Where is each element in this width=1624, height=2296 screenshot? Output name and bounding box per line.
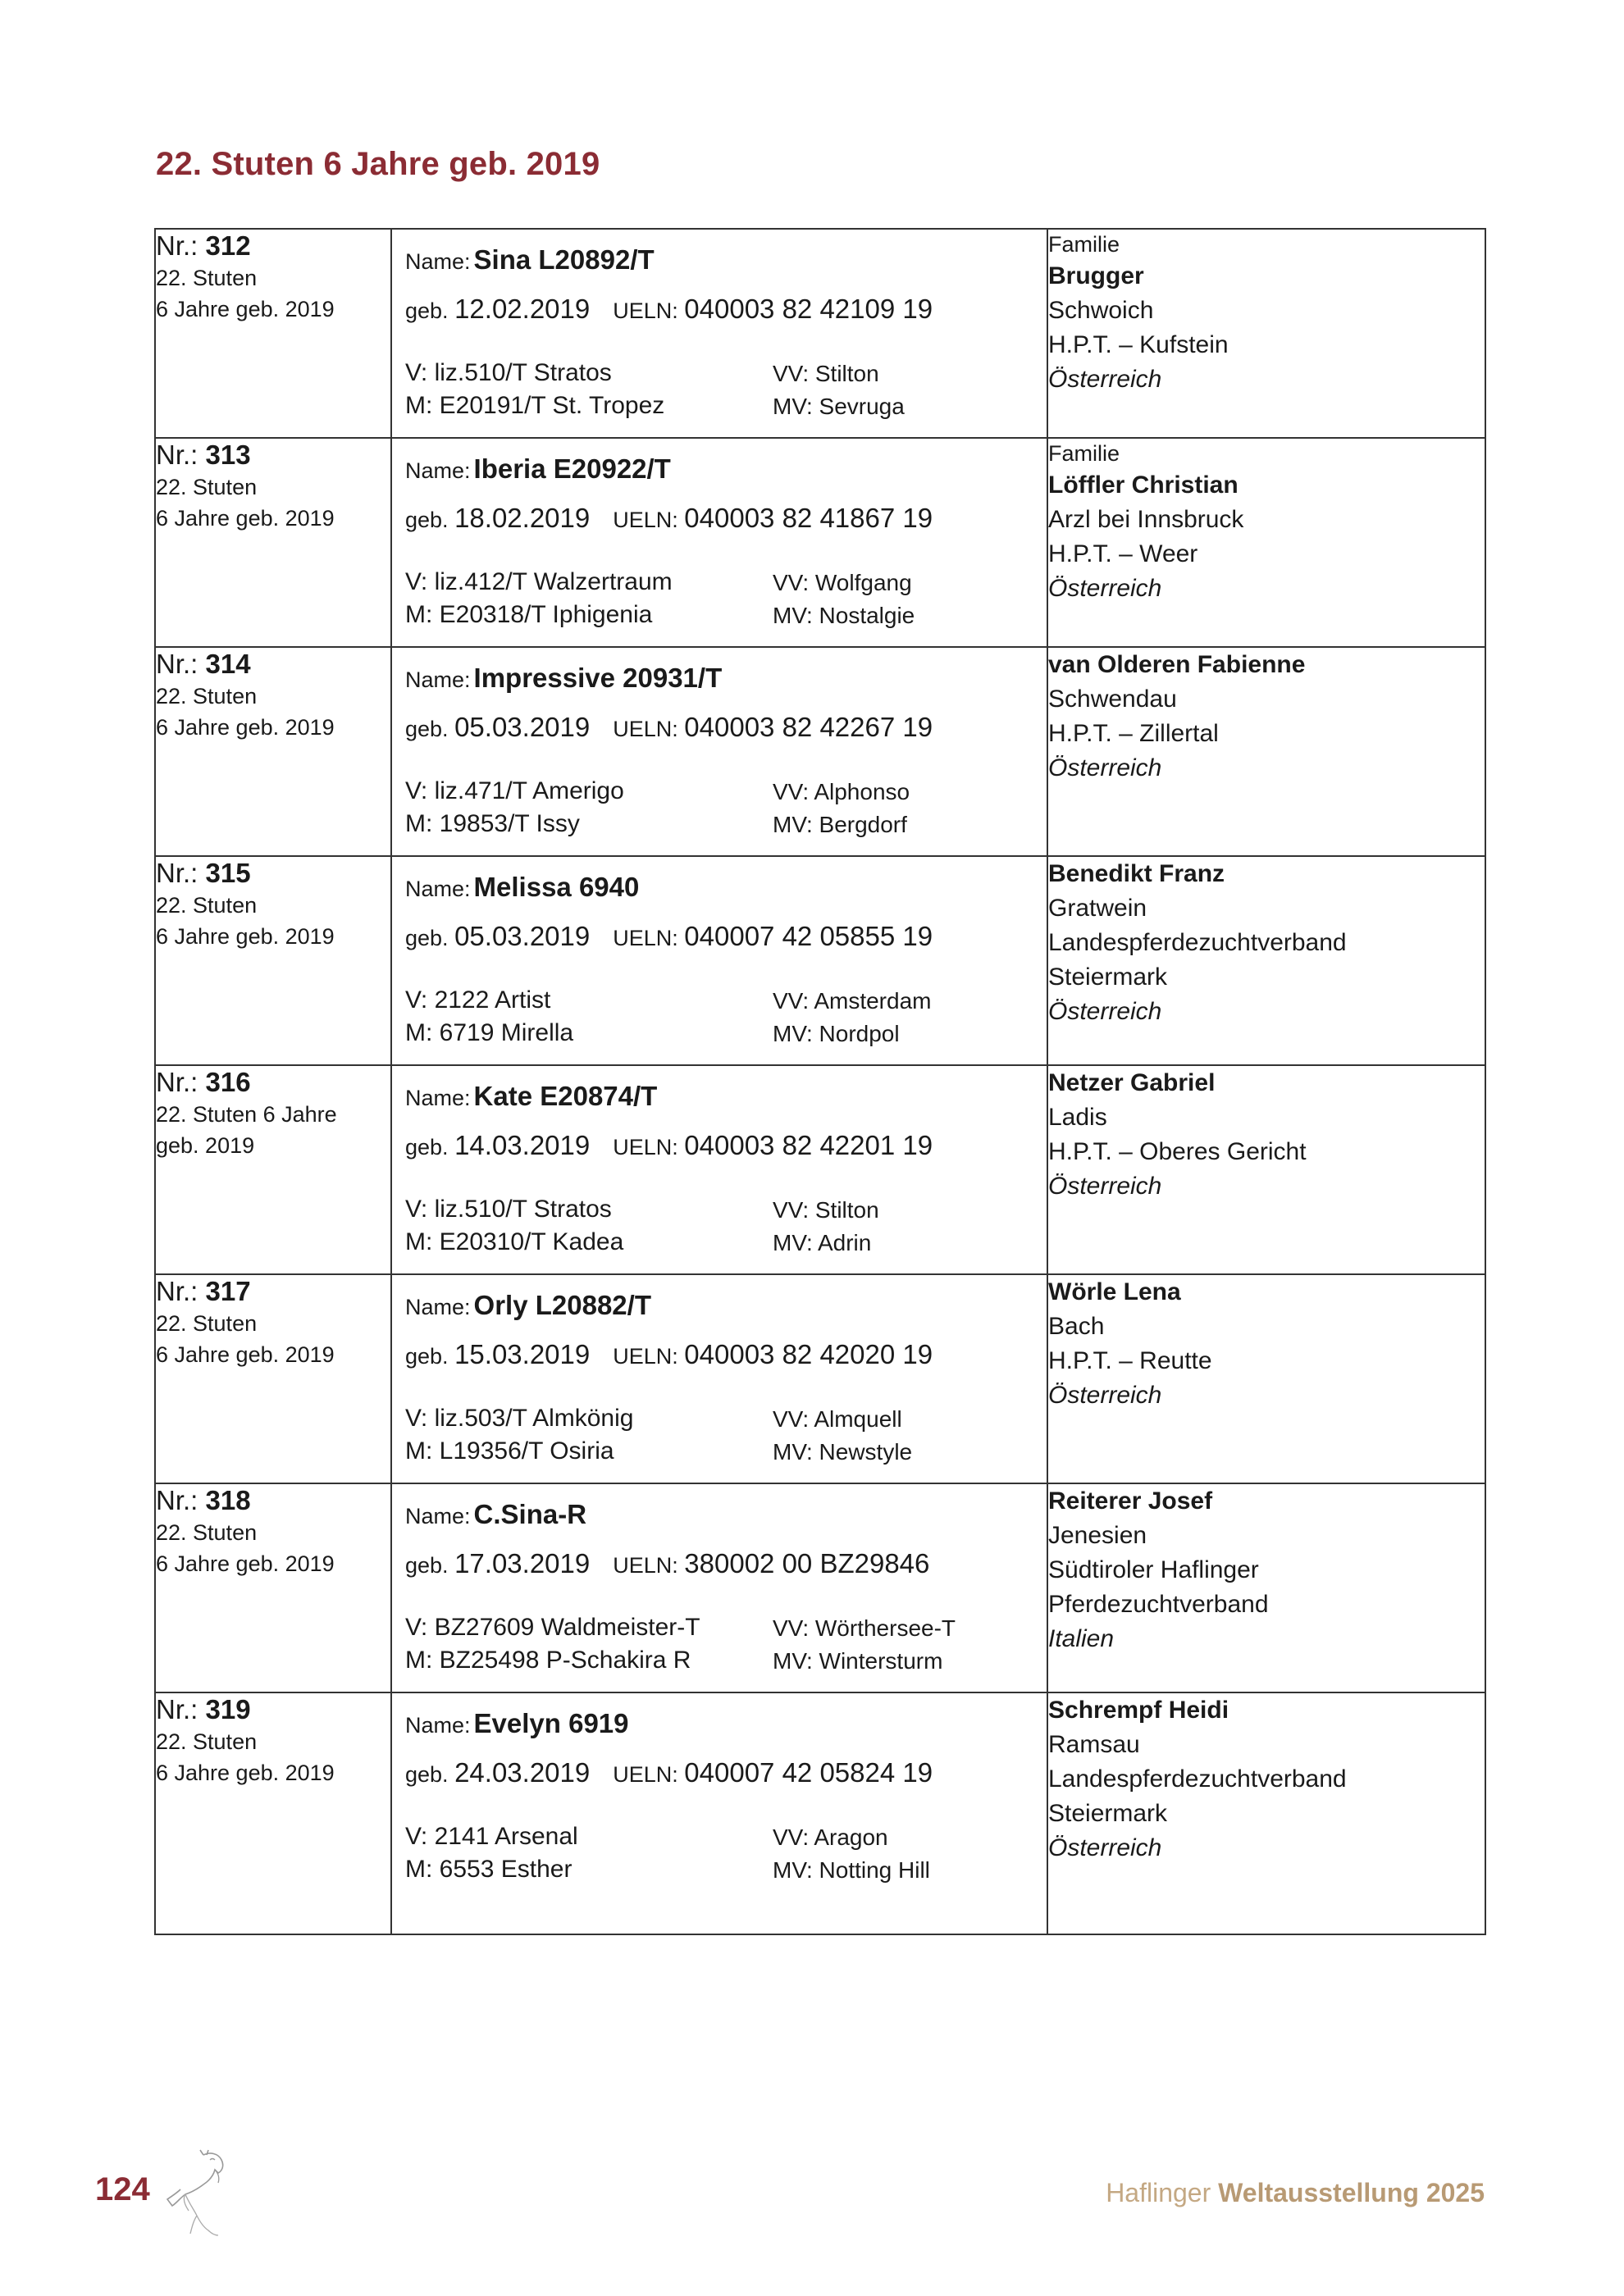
horse-logo-icon [161,2148,230,2239]
dam-sire: MV: Sevruga [773,394,905,419]
owner-cell [1047,1065,1485,1274]
ueln-label: UELN: [613,1553,678,1578]
category-line-1: 22. Stuten [156,266,258,290]
owner-line: Südtiroler Haflinger [1048,1556,1259,1583]
owner-line: Österreich [1048,366,1162,393]
pedigree [405,359,1037,425]
dam-sire: MV: Wintersturm [773,1648,943,1674]
nr-value: 315 [205,858,251,888]
dam: M: E20318/T Iphigenia [405,601,653,628]
birth-ueln-line [405,1548,929,1579]
sire-sire: VV: Stilton [773,361,879,386]
sire-sire: VV: Wörthersee-T [773,1615,956,1641]
entry-number [156,439,390,472]
name-label: Name: [405,249,471,274]
entry-number [156,1066,390,1099]
horse-name-line [405,872,639,903]
ueln-label: UELN: [613,1135,678,1159]
name-label: Name: [405,1086,471,1110]
horse-name: Orly L20882/T [473,1290,651,1320]
table-row [155,1274,1485,1483]
dam: M: 6553 Esther [405,1856,573,1883]
horse-name-line [405,1081,657,1112]
owner-line: Löffler Christian [1048,472,1239,499]
nr-value: 319 [205,1694,251,1724]
horse-name: Iberia E20922/T [473,453,671,484]
name-label: Name: [405,1295,471,1319]
dam-sire: MV: Nostalgie [773,603,915,628]
horse-info-cell [391,1692,1047,1934]
owner-line: Schwoich [1048,297,1154,324]
owner-line: Jenesien [1048,1522,1147,1549]
nr-value: 314 [205,649,251,679]
horse-name: Melissa 6940 [473,872,640,902]
pedigree [405,568,1037,634]
entry-number [156,1275,390,1308]
category-line-2: 6 Jahre geb. 2019 [156,1551,335,1576]
sire: V: liz.412/T Walzertraum [405,568,673,595]
owner-line: Landespferdezuchtverband [1048,1765,1347,1793]
sire: V: 2122 Artist [405,986,551,1014]
geb-label: geb. [405,298,449,323]
sire: V: 2141 Arsenal [405,1823,578,1850]
table-row [155,229,1485,438]
sire: V: BZ27609 Waldmeister-T [405,1614,700,1641]
sire: V: liz.510/T Stratos [405,1196,612,1223]
sire: V: liz.510/T Stratos [405,359,612,386]
sire-sire: VV: Amsterdam [773,988,932,1014]
ueln-value: 040003 82 42267 19 [684,712,933,742]
owner-line: Österreich [1048,998,1162,1025]
entry-number [156,230,390,262]
horse-name-line [405,453,671,485]
entry-number [156,1693,390,1726]
birth-date: 14.03.2019 [454,1130,591,1160]
entry-number-cell [155,438,391,647]
category-line-2: 6 Jahre geb. 2019 [156,297,335,321]
dam: M: L19356/T Osiria [405,1437,614,1465]
ueln-label: UELN: [613,1762,678,1787]
owner-cell [1047,229,1485,438]
entry-number-cell [155,856,391,1065]
sire-sire: VV: Stilton [773,1197,879,1223]
owner-line: Österreich [1048,1173,1162,1200]
owner-line: Gratwein [1048,895,1147,922]
birth-ueln-line [405,294,933,325]
owner-line: H.P.T. – Oberes Gericht [1048,1138,1307,1165]
category-line-1: 22. Stuten [156,1520,258,1545]
owner-line: H.P.T. – Weer [1048,540,1198,567]
owner-cell [1047,647,1485,856]
owner-line: Ramsau [1048,1731,1140,1758]
nr-value: 313 [205,440,251,470]
owner-line: Brugger [1048,262,1144,289]
owner-line: van Olderen Fabienne [1048,651,1306,678]
entry-number-cell [155,1065,391,1274]
owner-line: H.P.T. – Kufstein [1048,331,1229,358]
birth-date: 15.03.2019 [454,1339,591,1369]
nr-label: Nr.: [156,858,198,888]
category-line-1: 22. Stuten [156,475,258,499]
horse-name: Sina L20892/T [473,244,655,275]
category-line-1: 22. Stuten [156,893,258,918]
pedigree [405,1614,1037,1679]
horse-name-line [405,1499,586,1530]
nr-value: 312 [205,230,251,261]
owner-line: Schrempf Heidi [1048,1697,1229,1724]
pedigree [405,1405,1037,1470]
entry-number-cell [155,229,391,438]
name-label: Name: [405,667,471,692]
horse-name-line [405,663,722,694]
nr-label: Nr.: [156,1485,198,1515]
pedigree [405,986,1037,1052]
nr-value: 318 [205,1485,251,1515]
owner-line: Bach [1048,1313,1105,1340]
category-line-1: 22. Stuten [156,1729,258,1754]
geb-label: geb. [405,1553,449,1578]
owner-line: Netzer Gabriel [1048,1069,1216,1096]
ueln-label: UELN: [613,298,678,323]
geb-label: geb. [405,926,449,950]
horse-name-line [405,1708,629,1739]
entry-number-cell [155,1274,391,1483]
nr-label: Nr.: [156,230,198,261]
entry-number [156,648,390,681]
horse-name: C.Sina-R [473,1499,587,1529]
owner-line: Steiermark [1048,963,1168,991]
dam: M: 19853/T Issy [405,810,580,837]
horse-name-line [405,244,655,276]
birth-ueln-line [405,1757,933,1788]
birth-date: 18.02.2019 [454,503,591,533]
footer-brand-bold: Weltausstellung 2025 [1218,2178,1485,2207]
birth-ueln-line [405,921,933,952]
birth-ueln-line [405,712,933,743]
owner-line: Österreich [1048,1382,1162,1409]
dam: M: E20310/T Kadea [405,1228,624,1255]
dam: M: E20191/T St. Tropez [405,392,665,419]
geb-label: geb. [405,1344,449,1369]
owner-line: Österreich [1048,1834,1162,1861]
name-label: Name: [405,877,471,901]
horse-info-cell [391,438,1047,647]
table-row [155,438,1485,647]
entry-number-cell [155,1692,391,1934]
birth-date: 05.03.2019 [454,921,591,951]
owner-line: Ladis [1048,1104,1107,1131]
owner-cell [1047,438,1485,647]
owner-cell [1047,1692,1485,1934]
category-line-1: 22. Stuten 6 Jahre [156,1102,337,1127]
sire-sire: VV: Alphonso [773,779,910,804]
ueln-value: 040003 82 42020 19 [684,1339,933,1369]
birth-date: 12.02.2019 [454,294,591,324]
nr-label: Nr.: [156,440,198,470]
horse-name: Kate E20874/T [473,1081,658,1111]
nr-value: 316 [205,1067,251,1097]
owner-line: Österreich [1048,575,1162,602]
horse-info-cell [391,229,1047,438]
horse-info-cell [391,647,1047,856]
category-line-2: 6 Jahre geb. 2019 [156,506,335,531]
owner-line: Arzl bei Innsbruck [1048,506,1244,533]
owner-line: Österreich [1048,754,1162,781]
category-line-1: 22. Stuten [156,684,258,708]
horse-name: Impressive 20931/T [473,663,723,693]
nr-label: Nr.: [156,1694,198,1724]
pedigree [405,1196,1037,1261]
sire: V: liz.471/T Amerigo [405,777,624,804]
ueln-value: 040003 82 42109 19 [684,294,933,324]
category-line-1: 22. Stuten [156,1311,258,1336]
owner-line: Italien [1048,1625,1115,1652]
nr-label: Nr.: [156,1276,198,1306]
ueln-label: UELN: [613,926,678,950]
dam: M: BZ25498 P-Schakira R [405,1647,691,1674]
ueln-value: 040003 82 42201 19 [684,1130,933,1160]
name-label: Name: [405,458,471,483]
table-row [155,1065,1485,1274]
ueln-value: 380002 00 BZ29846 [684,1548,930,1578]
owner-line: Familie [1048,441,1120,466]
owner-line: Steiermark [1048,1800,1168,1827]
owner-cell [1047,1274,1485,1483]
name-label: Name: [405,1504,471,1528]
entry-number-cell [155,1483,391,1692]
horse-name: Evelyn 6919 [473,1708,629,1738]
horse-name-line [405,1290,651,1321]
horse-info-cell [391,856,1047,1065]
sire: V: liz.503/T Almkönig [405,1405,634,1432]
ueln-value: 040007 42 05824 19 [684,1757,933,1788]
page-title: 22. Stuten 6 Jahre geb. 2019 [156,146,600,182]
owner-line: Landespferdezuchtverband [1048,929,1347,956]
dam-sire: MV: Bergdorf [773,812,907,837]
owner-line: H.P.T. – Zillertal [1048,720,1219,747]
entries-table [154,228,1486,1935]
dam-sire: MV: Notting Hill [773,1857,930,1883]
geb-label: geb. [405,508,449,532]
ueln-label: UELN: [613,717,678,741]
ueln-label: UELN: [613,508,678,532]
owner-line: Schwendau [1048,686,1177,713]
birth-ueln-line [405,503,933,534]
dam-sire: MV: Adrin [773,1230,872,1255]
sire-sire: VV: Almquell [773,1406,902,1432]
footer-brand [1106,2178,1485,2208]
dam-sire: MV: Nordpol [773,1021,900,1046]
table-row [155,1692,1485,1934]
geb-label: geb. [405,1762,449,1787]
name-label: Name: [405,1713,471,1738]
horse-info-cell [391,1274,1047,1483]
ueln-value: 040007 42 05855 19 [684,921,933,951]
nr-value: 317 [205,1276,251,1306]
dam-sire: MV: Newstyle [773,1439,913,1465]
ueln-label: UELN: [613,1344,678,1369]
category-line-2: 6 Jahre geb. 2019 [156,1761,335,1785]
sire-sire: VV: Aragon [773,1824,888,1850]
entry-number [156,857,390,890]
nr-label: Nr.: [156,649,198,679]
pedigree [405,1823,1037,1888]
footer-brand-prefix: Haflinger [1106,2178,1211,2207]
owner-line: Wörle Lena [1048,1278,1181,1305]
owner-line: Reiterer Josef [1048,1487,1213,1515]
category-line-2: 6 Jahre geb. 2019 [156,924,335,949]
category-line-2: geb. 2019 [156,1133,255,1158]
entry-number-cell [155,647,391,856]
entry-number [156,1484,390,1517]
table-row [155,856,1485,1065]
birth-date: 17.03.2019 [454,1548,591,1578]
owner-line: H.P.T. – Reutte [1048,1347,1212,1374]
dam: M: 6719 Mirella [405,1019,574,1046]
birth-date: 05.03.2019 [454,712,591,742]
geb-label: geb. [405,717,449,741]
geb-label: geb. [405,1135,449,1159]
owner-line: Benedikt Franz [1048,860,1225,887]
horse-info-cell [391,1065,1047,1274]
category-line-2: 6 Jahre geb. 2019 [156,1342,335,1367]
table-row [155,647,1485,856]
owner-line: Familie [1048,232,1120,257]
horse-info-cell [391,1483,1047,1692]
page-number: 124 [95,2171,150,2207]
owner-cell [1047,1483,1485,1692]
birth-ueln-line [405,1130,933,1161]
birth-date: 24.03.2019 [454,1757,591,1788]
birth-ueln-line [405,1339,933,1370]
ueln-value: 040003 82 41867 19 [684,503,933,533]
owner-cell [1047,856,1485,1065]
nr-label: Nr.: [156,1067,198,1097]
category-line-2: 6 Jahre geb. 2019 [156,715,335,740]
table-row [155,1483,1485,1692]
pedigree [405,777,1037,843]
owner-line: Pferdezuchtverband [1048,1591,1269,1618]
sire-sire: VV: Wolfgang [773,570,912,595]
